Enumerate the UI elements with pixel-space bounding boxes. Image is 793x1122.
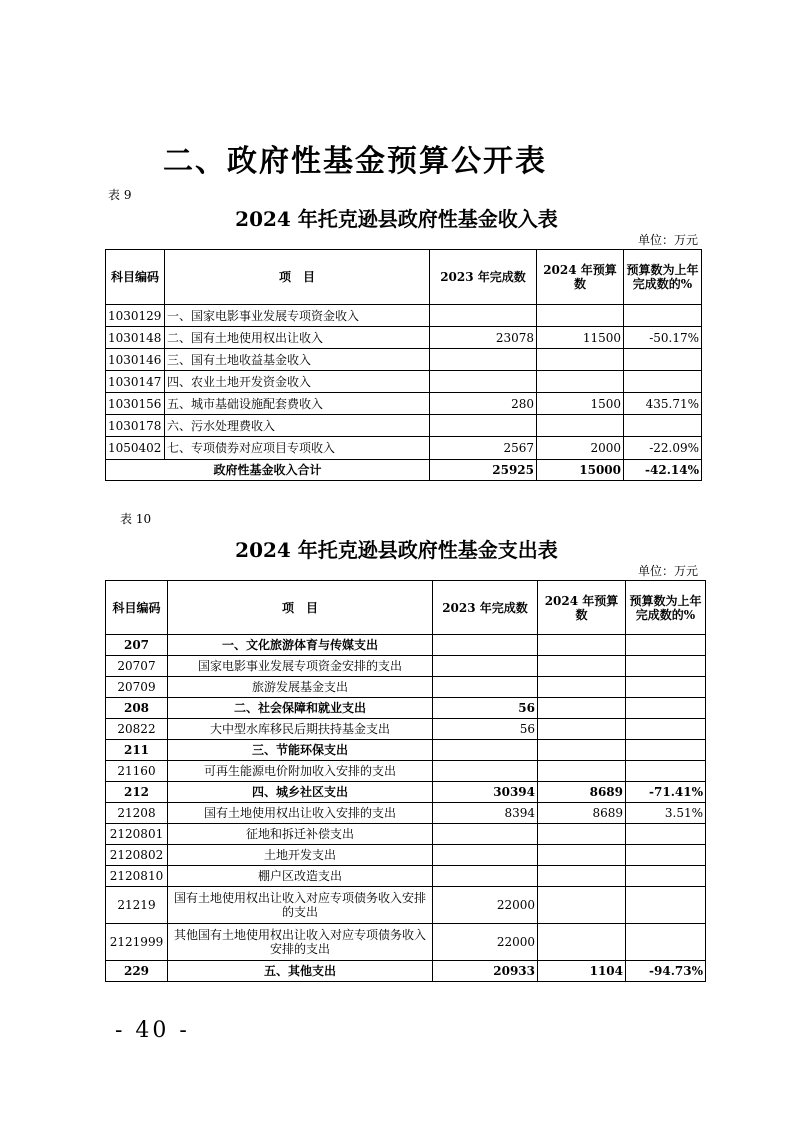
col-header-2023: 2023 年完成数 bbox=[433, 581, 538, 635]
cell-2024: 1500 bbox=[537, 393, 624, 415]
cell-2023: 20933 bbox=[433, 961, 538, 982]
cell-pct bbox=[626, 677, 706, 698]
cell-2024 bbox=[537, 415, 624, 437]
cell-code: 1030129 bbox=[106, 305, 165, 327]
total-pct: -42.14% bbox=[624, 460, 702, 481]
cell-pct bbox=[624, 371, 702, 393]
cell-item: 五、其他支出 bbox=[168, 961, 433, 982]
cell-2023: 23078 bbox=[430, 327, 537, 349]
cell-2024 bbox=[538, 761, 626, 782]
cell-2023: 2567 bbox=[430, 437, 537, 460]
cell-code: 2121999 bbox=[106, 924, 168, 961]
cell-code: 208 bbox=[106, 698, 168, 719]
col-header-2024: 2024 年预算数 bbox=[538, 581, 626, 635]
cell-code: 207 bbox=[106, 635, 168, 656]
cell-pct bbox=[626, 719, 706, 740]
cell-2024 bbox=[538, 656, 626, 677]
col-header-code: 科目编码 bbox=[106, 250, 165, 305]
table-row bbox=[106, 719, 706, 740]
cell-2023 bbox=[430, 371, 537, 393]
cell-code: 1030156 bbox=[106, 393, 165, 415]
table-row bbox=[106, 824, 706, 845]
cell-2024 bbox=[538, 887, 626, 924]
pct-header-line1: 预算数为上年 bbox=[629, 593, 702, 608]
cell-item: 三、国有土地收益基金收入 bbox=[165, 349, 430, 371]
cell-pct bbox=[626, 924, 706, 961]
total-label: 政府性基金收入合计 bbox=[106, 460, 430, 481]
cell-2024 bbox=[538, 719, 626, 740]
cell-pct: -50.17% bbox=[624, 327, 702, 349]
table-header-row bbox=[106, 250, 702, 305]
cell-2023 bbox=[430, 305, 537, 327]
cell-2023 bbox=[433, 740, 538, 761]
cell-item: 其他国有土地使用权出让收入对应专项债务收入安排的支出 bbox=[168, 924, 433, 961]
cell-code: 20709 bbox=[106, 677, 168, 698]
cell-2024 bbox=[538, 824, 626, 845]
table-row bbox=[106, 782, 706, 803]
cell-code: 2120802 bbox=[106, 845, 168, 866]
total-row bbox=[106, 460, 702, 481]
cell-2023 bbox=[433, 656, 538, 677]
cell-2023: 56 bbox=[433, 698, 538, 719]
table-row bbox=[106, 305, 702, 327]
cell-2023 bbox=[433, 824, 538, 845]
cell-item: 可再生能源电价附加收入安排的支出 bbox=[168, 761, 433, 782]
cell-item: 三、节能环保支出 bbox=[168, 740, 433, 761]
pct-header-line2: 完成数的% bbox=[632, 277, 693, 291]
cell-code: 211 bbox=[106, 740, 168, 761]
cell-2024 bbox=[537, 305, 624, 327]
table10-unit: 单位：万元 bbox=[637, 564, 698, 578]
cell-item: 征地和拆迁补偿支出 bbox=[168, 824, 433, 845]
cell-pct bbox=[626, 740, 706, 761]
cell-code: 2120810 bbox=[106, 866, 168, 887]
cell-pct bbox=[626, 845, 706, 866]
table-row bbox=[106, 349, 702, 371]
table9-unit: 单位：万元 bbox=[637, 233, 698, 247]
cell-2024: 11500 bbox=[537, 327, 624, 349]
cell-item: 国有土地使用权出让收入安排的支出 bbox=[168, 803, 433, 824]
table-row bbox=[106, 924, 706, 961]
table-row bbox=[106, 845, 706, 866]
cell-pct bbox=[626, 866, 706, 887]
page-number: - 40 - bbox=[115, 1018, 190, 1043]
table-row bbox=[106, 866, 706, 887]
cell-2024 bbox=[538, 866, 626, 887]
table-row bbox=[106, 740, 706, 761]
table-row bbox=[106, 887, 706, 924]
cell-item: 棚户区改造支出 bbox=[168, 866, 433, 887]
total-2023: 25925 bbox=[430, 460, 537, 481]
section-title: 二、政府性基金预算公开表 bbox=[163, 144, 547, 179]
col-header-item: 项 目 bbox=[165, 250, 430, 305]
cell-pct: 435.71% bbox=[624, 393, 702, 415]
cell-item: 七、专项债券对应项目专项收入 bbox=[165, 437, 430, 460]
cell-2023 bbox=[433, 677, 538, 698]
total-2024: 15000 bbox=[537, 460, 624, 481]
cell-2024 bbox=[538, 698, 626, 719]
cell-pct: -71.41% bbox=[626, 782, 706, 803]
col-header-2023: 2023 年完成数 bbox=[430, 250, 537, 305]
cell-pct bbox=[626, 824, 706, 845]
income-table bbox=[105, 249, 702, 481]
cell-code: 1030146 bbox=[106, 349, 165, 371]
cell-code: 229 bbox=[106, 961, 168, 982]
table9-title: 2024 年托克逊县政府性基金收入表 bbox=[235, 207, 558, 231]
col-header-pct bbox=[624, 250, 702, 305]
cell-code: 21208 bbox=[106, 803, 168, 824]
table-row bbox=[106, 635, 706, 656]
cell-2024: 8689 bbox=[538, 782, 626, 803]
cell-item: 土地开发支出 bbox=[168, 845, 433, 866]
cell-code: 1030147 bbox=[106, 371, 165, 393]
expenditure-table bbox=[105, 580, 706, 982]
cell-pct bbox=[624, 349, 702, 371]
cell-2024 bbox=[537, 371, 624, 393]
cell-2023 bbox=[433, 761, 538, 782]
cell-item: 旅游发展基金支出 bbox=[168, 677, 433, 698]
col-header-code: 科目编码 bbox=[106, 581, 168, 635]
cell-code: 212 bbox=[106, 782, 168, 803]
table-row bbox=[106, 677, 706, 698]
cell-pct bbox=[624, 415, 702, 437]
cell-item: 国家电影事业发展专项资金安排的支出 bbox=[168, 656, 433, 677]
table-row bbox=[106, 437, 702, 460]
table-row bbox=[106, 698, 706, 719]
cell-2024 bbox=[538, 924, 626, 961]
cell-2023: 22000 bbox=[433, 924, 538, 961]
cell-2023: 56 bbox=[433, 719, 538, 740]
cell-2023 bbox=[430, 415, 537, 437]
table-row bbox=[106, 393, 702, 415]
cell-2023: 30394 bbox=[433, 782, 538, 803]
col-header-2024: 2024 年预算数 bbox=[537, 250, 624, 305]
cell-pct bbox=[626, 698, 706, 719]
cell-item: 一、文化旅游体育与传媒支出 bbox=[168, 635, 433, 656]
cell-2023: 280 bbox=[430, 393, 537, 415]
cell-item: 二、国有土地使用权出让收入 bbox=[165, 327, 430, 349]
cell-2024 bbox=[538, 677, 626, 698]
cell-item: 四、农业土地开发资金收入 bbox=[165, 371, 430, 393]
cell-2024 bbox=[538, 635, 626, 656]
cell-item: 四、城乡社区支出 bbox=[168, 782, 433, 803]
cell-item: 一、国家电影事业发展专项资金收入 bbox=[165, 305, 430, 327]
table-row bbox=[106, 371, 702, 393]
cell-2024: 1104 bbox=[538, 961, 626, 982]
cell-pct: -22.09% bbox=[624, 437, 702, 460]
table-row bbox=[106, 761, 706, 782]
cell-2023 bbox=[433, 635, 538, 656]
cell-code: 21219 bbox=[106, 887, 168, 924]
cell-item: 大中型水库移民后期扶持基金支出 bbox=[168, 719, 433, 740]
cell-2023: 8394 bbox=[433, 803, 538, 824]
cell-code: 1030148 bbox=[106, 327, 165, 349]
table9-label: 表 9 bbox=[108, 188, 132, 202]
cell-2024 bbox=[538, 845, 626, 866]
cell-pct bbox=[626, 656, 706, 677]
cell-code: 20707 bbox=[106, 656, 168, 677]
cell-2023 bbox=[433, 845, 538, 866]
cell-2024: 8689 bbox=[538, 803, 626, 824]
cell-pct: -94.73% bbox=[626, 961, 706, 982]
table-header-row bbox=[106, 581, 706, 635]
cell-item: 六、污水处理费收入 bbox=[165, 415, 430, 437]
table10-title: 2024 年托克逊县政府性基金支出表 bbox=[235, 538, 558, 562]
cell-code: 21160 bbox=[106, 761, 168, 782]
cell-code: 20822 bbox=[106, 719, 168, 740]
cell-2024: 2000 bbox=[537, 437, 624, 460]
cell-2024 bbox=[537, 349, 624, 371]
cell-code: 1030178 bbox=[106, 415, 165, 437]
cell-pct: 3.51% bbox=[626, 803, 706, 824]
cell-code: 2120801 bbox=[106, 824, 168, 845]
cell-item: 五、城市基础设施配套费收入 bbox=[165, 393, 430, 415]
pct-header-line1: 预算数为上年 bbox=[626, 263, 699, 277]
cell-pct bbox=[626, 761, 706, 782]
table-row bbox=[106, 656, 706, 677]
table-row bbox=[106, 803, 706, 824]
table-row bbox=[106, 415, 702, 437]
cell-code: 1050402 bbox=[106, 437, 165, 460]
col-header-item: 项 目 bbox=[168, 581, 433, 635]
cell-2023 bbox=[433, 866, 538, 887]
cell-item: 二、社会保障和就业支出 bbox=[168, 698, 433, 719]
table-row bbox=[106, 961, 706, 982]
cell-pct bbox=[624, 305, 702, 327]
table-row bbox=[106, 327, 702, 349]
cell-2024 bbox=[538, 740, 626, 761]
col-header-pct bbox=[626, 581, 706, 635]
cell-2023: 22000 bbox=[433, 887, 538, 924]
cell-2023 bbox=[430, 349, 537, 371]
cell-pct bbox=[626, 887, 706, 924]
cell-pct bbox=[626, 635, 706, 656]
table10-label: 表 10 bbox=[120, 512, 152, 526]
cell-item: 国有土地使用权出让收入对应专项债务收入安排的支出 bbox=[168, 887, 433, 924]
pct-header-line2: 完成数的% bbox=[635, 607, 696, 622]
